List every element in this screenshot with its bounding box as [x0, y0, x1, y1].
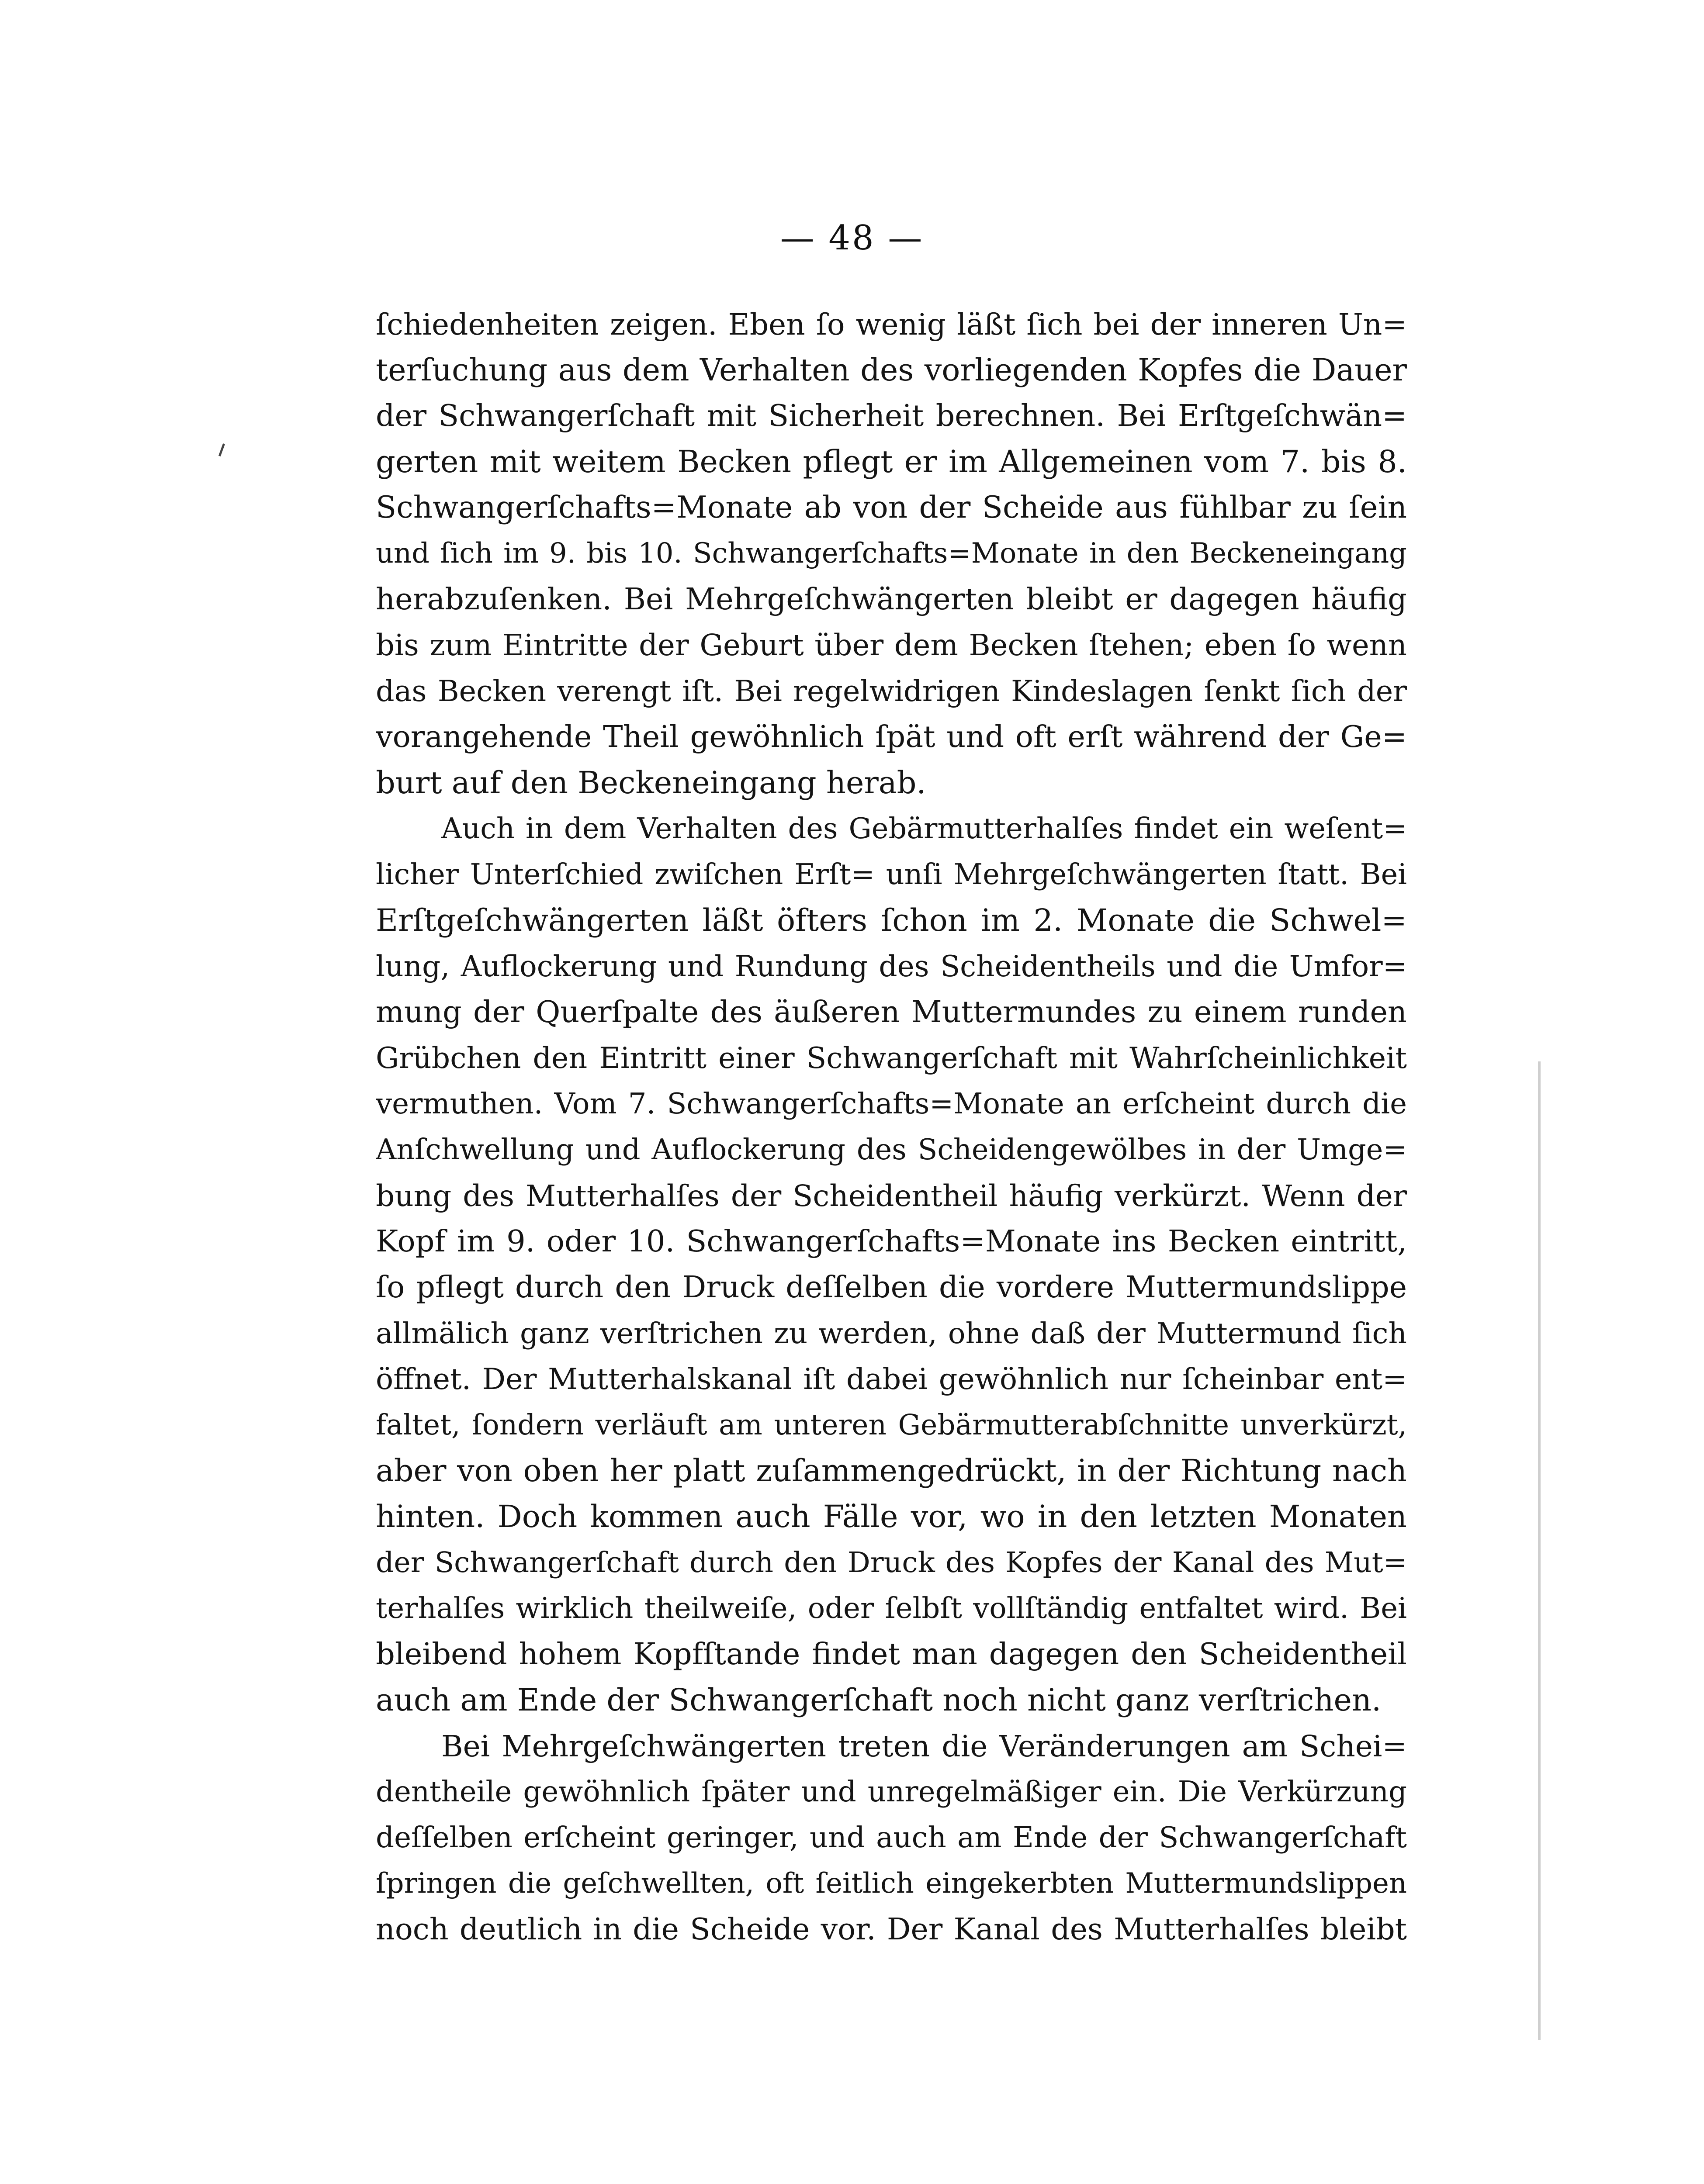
text-line: Auch in dem Verhalten des Gebärmutterhalſes findet ein weſent= — [441, 812, 1407, 845]
paragraph-3 — [376, 1723, 1407, 1952]
text-line: Schwangerſchafts=Monate ab von der Scheide aus fühlbar zu ſein — [376, 490, 1407, 525]
text-line: das Becken verengt iſt. Bei regelwidrigen Kindeslagen ſenkt ſich der — [376, 674, 1407, 708]
text-line: gerten mit weitem Becken pflegt er im Allgemeinen vom 7. bis 8. — [376, 444, 1407, 480]
text-line: öffnet. Der Mutterhalskanal iſt dabei gewöhnlich nur ſcheinbar ent= — [376, 1362, 1407, 1396]
text-line: Erſtgeſchwängerten läßt öfters ſchon im 2. Monate die Schwel= — [376, 902, 1407, 938]
text-line: deſſelben erſcheint geringer, und auch am Ende der Schwangerſchaft — [376, 1821, 1407, 1854]
text-line: Kopf im 9. oder 10. Schwangerſchafts=Monate ins Becken eintritt, — [376, 1224, 1407, 1259]
text-line: faltet, ſondern verläuft am unteren Gebärmutterabſchnitte unverkürzt, — [376, 1409, 1407, 1441]
text-line: bis zum Eintritte der Geburt über dem Becken ſtehen; eben ſo wenn — [376, 628, 1407, 662]
margin-scan-line — [1538, 1061, 1541, 2040]
text-line: bleibend hohem Kopfſtande findet man dagegen den Scheidentheil — [376, 1637, 1407, 1672]
text-line: noch deutlich in die Scheide vor. Der Kanal des Mutterhalſes bleibt — [376, 1912, 1407, 1947]
page-number: — 48 — — [780, 218, 924, 258]
text-line: lung, Auflockerung und Rundung des Scheidentheils und die Umfor= — [376, 950, 1407, 983]
text-line: der Schwangerſchaft mit Sicherheit berechnen. Bei Erſtgeſchwän= — [376, 399, 1407, 433]
text-line: auch am Ende der Schwangerſchaft noch nicht ganz verſtrichen. — [376, 1682, 1382, 1718]
text-line: hinten. Doch kommen auch Fälle vor, wo in den letzten Monaten — [376, 1499, 1407, 1534]
text-line: vermuthen. Vom 7. Schwangerſchafts=Monate an erſcheint durch die — [376, 1087, 1407, 1120]
text-line: ſchiedenheiten zeigen. Eben ſo wenig läßt ſich bei der inneren Un= — [376, 307, 1407, 342]
text-line: terhalſes wirklich theilweiſe, oder ſelbſt vollſtändig entfaltet wird. Bei — [376, 1592, 1407, 1625]
text-line: aber von oben her platt zuſammengedrückt, in der Richtung nach — [376, 1453, 1407, 1489]
text-line: Bei Mehrgeſchwängerten treten die Veränderungen am Schei= — [441, 1729, 1407, 1763]
text-line: ſo pflegt durch den Druck deſſelben die vordere Muttermundslippe — [376, 1270, 1407, 1305]
text-line: dentheile gewöhnlich ſpäter und unregelmäßiger ein. Die Verkürzung — [376, 1775, 1407, 1808]
text-line: und ſich im 9. bis 10. Schwangerſchafts=Monate in den Beckeneingang — [376, 537, 1407, 570]
paragraph-2 — [376, 806, 1407, 1723]
stray-ink-mark — [218, 443, 225, 456]
paragraph-1 — [376, 301, 1407, 806]
text-line: Anſchwellung und Auflockerung des Scheidengewölbes in der Umge= — [376, 1133, 1407, 1166]
body-text — [376, 301, 1407, 1952]
text-line: bung des Mutterhalſes der Scheidentheil häufig verkürzt. Wenn der — [376, 1178, 1407, 1213]
text-line: terſuchung aus dem Verhalten des vorliegenden Kopfes die Dauer — [376, 352, 1407, 388]
text-line: ſpringen die geſchwellten, oft ſeitlich eingekerbten Muttermundslippen — [376, 1867, 1407, 1900]
text-line: vorangehende Theil gewöhnlich ſpät und oft erſt während der Ge= — [376, 720, 1407, 754]
text-line: licher Unterſchied zwiſchen Erſt= unſi Mehrgeſchwängerten ſtatt. Bei — [376, 858, 1407, 891]
text-line: burt auf den Beckeneingang herab. — [376, 765, 926, 801]
text-line: allmälich ganz verſtrichen zu werden, ohne daß der Muttermund ſich — [376, 1317, 1407, 1350]
text-line: herabzuſenken. Bei Mehrgeſchwängerten bleibt er dagegen häufig — [376, 582, 1407, 617]
text-line: der Schwangerſchaft durch den Druck des Kopfes der Kanal des Mut= — [376, 1546, 1407, 1579]
text-line: Grübchen den Eintritt einer Schwangerſchaft mit Wahrſcheinlichkeit — [376, 1041, 1407, 1075]
text-line: mung der Querſpalte des äußeren Muttermundes zu einem runden — [376, 995, 1407, 1030]
